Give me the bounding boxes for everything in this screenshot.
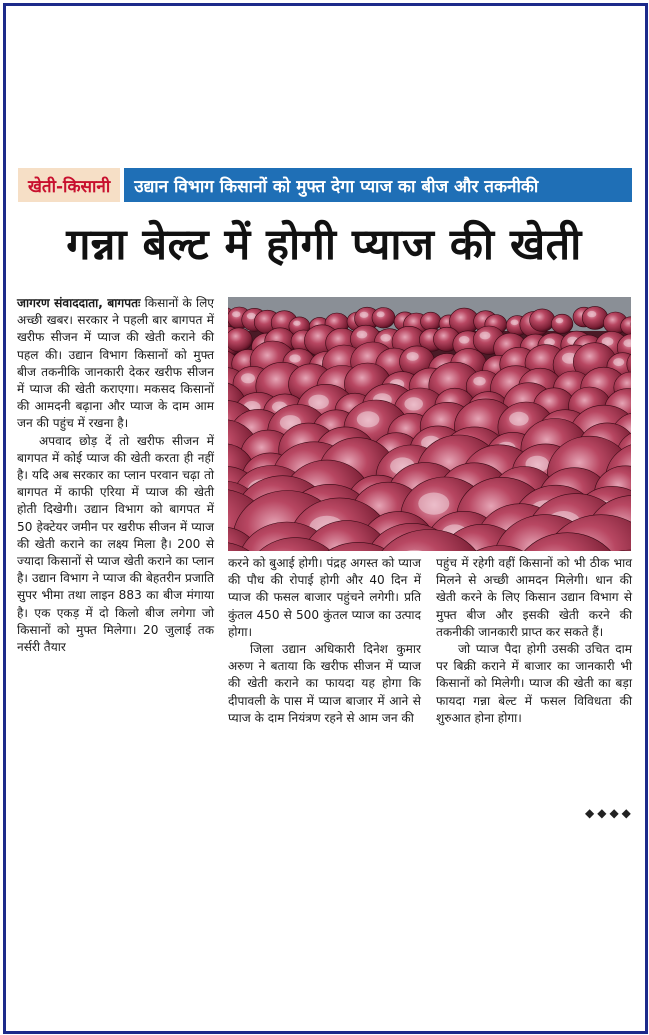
onion-pile-image: [228, 297, 631, 551]
section-strap: [18, 168, 632, 202]
onion-highlight: [511, 320, 519, 326]
onion-photo: [228, 297, 631, 551]
onion-highlight: [247, 313, 256, 319]
onion-highlight: [380, 334, 391, 342]
onion-shape: [228, 328, 252, 352]
onion-highlight: [407, 352, 419, 361]
article-column-2: [228, 555, 421, 727]
paragraph: [17, 295, 214, 433]
onion-highlight: [360, 312, 369, 318]
onion-highlight: [293, 321, 300, 326]
headline: गन्ना बेल्ट में होगी प्याज की खेती: [66, 220, 582, 270]
onion-highlight: [241, 373, 255, 383]
onion-shape: [551, 314, 573, 333]
paragraph-text: किसानों के लिए अच्छी खबर। सरकार ने पहली बार बागपत में खरीफ सीजन में प्याज की खेती कराने की पहल की। उद्यान विभाग किसानों को मुफ्त बीज तकनीकि जानकारी देकर खरीफ सीजन में प्याज की खेती कराएगा। मकसद किसानों की आमदनी बढ़ाना और प्याज के दाम आम जन की पहुंच में रखना है।: [17, 296, 214, 431]
onion-highlight: [509, 412, 529, 426]
section-tag: खेती-किसानी: [18, 168, 120, 202]
onion-shape: [530, 309, 555, 332]
paragraph: अपवाद छोड़ दें तो खरीफ सीजन में बागपत में कोई प्याज की खेती करता ही नहीं है। यदि अब सरकार का प्लान परवान चढ़ा तो बागपत में काफी एरिया में प्याज की खेती होती दिखेगी। उद्यान विभाग को बागपत में 50 हेक्टेयर जमीन पर खरीफ सीजन में प्याज की खेती कराने का लक्ष्य मिला है। 200 से ज्यादा किसानों से प्याज खेती कराने का प्लान है। उद्यान विभाग ने प्याज की बेहतरीन प्रजाति सुपर भीमा तथा लाइन 883 का बीज मंगाया है। एक एकड़ में दो किलो बीज लगेगा जो किसानों को मुफ्त मिलेगा। 20 जुलाई तक नर्सरी तैयार: [17, 433, 214, 655]
onion-shape: [421, 312, 442, 331]
onion-highlight: [480, 332, 491, 340]
onion-highlight: [459, 336, 470, 344]
article-column-3: [436, 555, 632, 727]
onion-highlight: [377, 311, 385, 317]
onion-highlight: [613, 358, 624, 366]
onion-highlight: [289, 354, 300, 362]
onion-highlight: [418, 493, 449, 515]
onion-shape: [372, 308, 395, 329]
end-mark: ◆◆◆◆: [585, 806, 634, 820]
byline: जागरण संवाददाता, बागपतः: [17, 296, 141, 310]
paragraph: जो प्याज पैदा होगी उसकी उचित दाम पर बिक्री कराने में बाजार का जानकारी भी किसानों को मिलेगी। प्याज की खेती का बड़ा फायदा गन्ना बेल्ट में फसल विविधता की शुरुआत होना होगा।: [436, 642, 632, 725]
kicker-title: उद्यान विभाग किसानों को मुफ्त देगा प्याज का बीज और तकनीकी: [124, 168, 632, 202]
onion-highlight: [473, 377, 485, 386]
article-column-1: [17, 295, 214, 656]
onion-highlight: [587, 311, 596, 317]
onion-highlight: [357, 411, 380, 427]
onion-highlight: [232, 311, 240, 317]
onion-highlight: [556, 318, 564, 323]
onion-highlight: [404, 397, 423, 410]
paragraph: पहुंच में रहेगी वहीं किसानों को भी ठीक भाव मिलने से अच्छी आमदन मिलेगी। धान की खेती करने के लिए किसान उद्यान विभाग से मुफ्त बीज और इसकी खेती करने की तकनीकी जानकारी प्राप्त कर सकते हैं।: [436, 556, 632, 639]
onion-highlight: [357, 331, 368, 339]
paragraph: जिला उद्यान अधिकारी दिनेश कुमार अरुण ने बताया कि खरीफ सीजन में प्याज की खेती कराने का फायदा यह होगा कि दीपावली के पास में प्याज बाजार में आने से प्याज के दाम नियंत्रण रहने से आम जन की: [228, 642, 421, 725]
paragraph: करने को बुआई होगी। पंद्रह अगस्त को प्याज की पौध की रोपाई होगी और 40 दिन में प्याज की फसल बाजार पहुंचने लगेगी। प्रति कुंतल 450 से 500 कुंतल प्याज का उत्पाद होगा।: [228, 556, 421, 639]
